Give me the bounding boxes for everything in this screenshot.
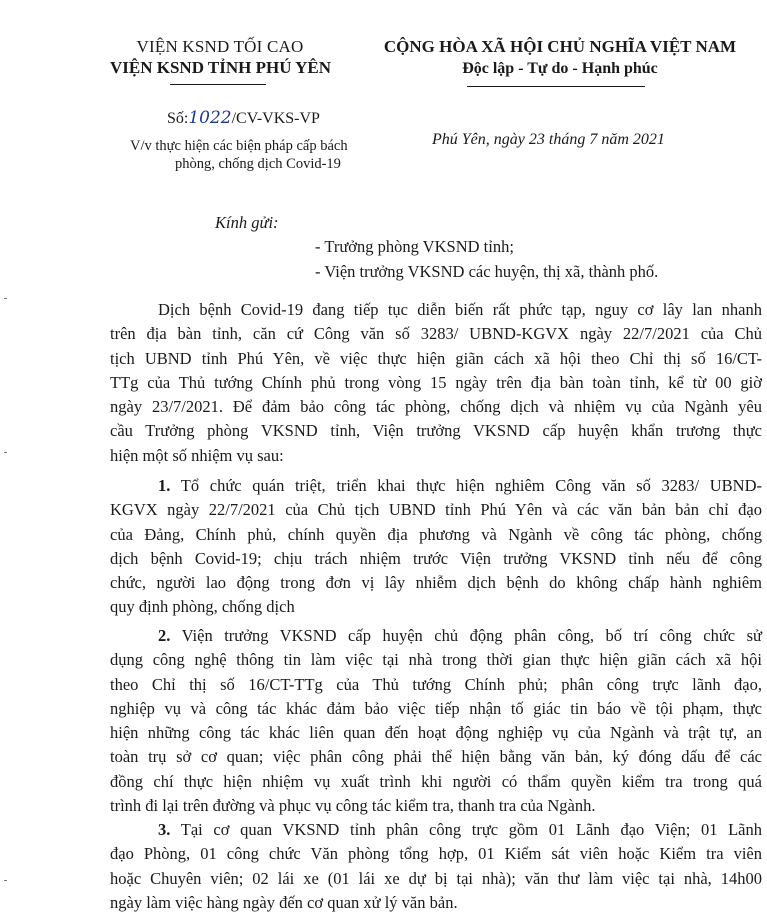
paragraph-line: chức, người lao động trong đơn vị lây nhiễm dịch bệnh do không chấp hành nghiêm	[110, 573, 762, 593]
paragraph-line: toàn trụ sở cơ quan; việc phân công phải thể hiện bằng văn bản, ký đóng dấu để các	[110, 747, 762, 767]
paragraph-line: hiện những công tác khác liên quan đến hoạt động nghiệp vụ của Ngành và trật tự, an	[110, 723, 762, 743]
task-2-paragraph	[110, 624, 762, 818]
subject-line-1: V/v thực hiện các biện pháp cấp bách	[130, 138, 348, 154]
recipient-2: - Viện trưởng VKSND các huyện, thị xã, thành phố.	[315, 262, 659, 281]
task-number: 3.	[158, 820, 171, 839]
greeting: Kính gửi:	[215, 213, 279, 232]
paragraph-line	[110, 474, 762, 498]
paragraph-line-text: Tại cơ quan VKSND tỉnh phân công trực gồm 01 Lãnh đạo Viện; 01 Lãnh	[180, 820, 762, 839]
issuing-authority: VIỆN KSND TỐI CAO	[136, 37, 304, 56]
document-number-handwritten: 1022	[188, 108, 232, 128]
paragraph-line: hiện một số nhiệm vụ sau:	[110, 445, 284, 465]
document-number-suffix: /CV-VKS-VP	[231, 110, 320, 127]
paragraph-line-text: Tổ chức quán triệt, triển khai thực hiện nghiêm Công văn số 3283/ UBND-	[180, 476, 763, 495]
paragraph-line: theo Chỉ thị số 16/CT-TTg của Thủ tướng Chính phủ; phân công trực lãnh đạo,	[110, 674, 762, 694]
paragraph-line: tịch UBND tỉnh Phú Yên, về việc thực hiện giãn cách xã hội theo Chỉ thị số 16/CT-	[110, 348, 762, 368]
task-3-paragraph	[110, 818, 762, 915]
task-number: 1.	[158, 476, 171, 495]
place-date: Phú Yên, ngày 23 tháng 7 năm 2021	[432, 131, 665, 148]
paragraph-line-text: Viện trưởng VKSND cấp huyện chủ động phân công, bố trí công chức sử	[181, 626, 762, 645]
paragraph-line	[110, 624, 762, 648]
recipient-1: - Trưởng phòng VKSND tỉnh;	[315, 237, 514, 256]
paragraph-line: TTg của Thủ tướng Chính phủ trong vòng 15 ngày trên địa bàn toàn tỉnh, kể từ 00 giờ	[110, 372, 762, 392]
paragraph-line: nghiệp vụ và công tác khác đảm bảo việc tiếp nhận tố giác tin báo về tội phạm, thực	[110, 698, 762, 718]
paragraph-line: Dịch bệnh Covid-19 đang tiếp tục diễn biến rất phức tạp, nguy cơ lây lan nhanh	[158, 300, 762, 319]
paragraph-line	[110, 818, 762, 842]
task-number: 2.	[158, 626, 171, 645]
document-number	[167, 108, 320, 128]
scan-margin-mark	[4, 298, 7, 299]
issuing-office: VIỆN KSND TỈNH PHÚ YÊN	[110, 58, 332, 77]
paragraph-line: ngày làm việc hàng ngày đến cơ quan xử lý văn bản.	[110, 892, 458, 912]
document-number-prefix: Số:	[167, 110, 189, 127]
national-motto: Độc lập - Tự do - Hạnh phúc	[462, 60, 658, 77]
paragraph-line: hoặc Chuyên viên; 02 lái xe (01 lái xe dự bị tại nhà); văn thư làm việc tại nhà, 14h00	[110, 868, 762, 888]
scan-margin-mark	[4, 880, 7, 881]
intro-paragraph	[110, 298, 762, 468]
paragraph-line: của Đảng, Chính phủ, chính quyền địa phương và Ngành về công tác phòng, chống	[110, 524, 762, 544]
paragraph-line: dụng công nghệ thông tin làm việc tại nhà trong thời gian thực hiện giãn cách xã hội	[110, 650, 762, 670]
subject-line-2: phòng, chống dịch Covid-19	[175, 156, 341, 172]
paragraph-line: trình đi lại trên đường và phục vụ công tác kiểm tra, thanh tra của Ngành.	[110, 796, 596, 816]
header-rule-right	[467, 86, 645, 87]
paragraph-line: trên địa bàn tỉnh, căn cứ Công văn số 3283/ UBND-KGVX ngày 22/7/2021 của Chủ	[110, 324, 762, 344]
paragraph-line: quy định phòng, chống dịch	[110, 597, 295, 617]
header-rule-left	[170, 84, 266, 85]
task-1-paragraph	[110, 474, 762, 620]
national-title: CỘNG HÒA XÃ HỘI CHỦ NGHĨA VIỆT NAM	[383, 37, 737, 56]
paragraph-line: KGVX ngày 22/7/2021 của Chủ tịch UBND tỉnh Phú Yên và các văn bản bản chỉ đạo	[110, 500, 762, 520]
paragraph-line: đồng chí thực hiện nhiệm vụ xuất trình khi người có thẩm quyền kiểm tra trong quá	[110, 771, 762, 791]
paragraph-line: cầu Trưởng phòng VKSND tỉnh, Viện trưởng VKSND cấp huyện khẩn trương thực	[110, 421, 762, 441]
scan-margin-mark	[4, 452, 7, 453]
paragraph-line: ngày 23/7/2021. Để đảm bảo công tác phòng, chống dịch và nhiệm vụ của Ngành yêu	[110, 397, 762, 417]
paragraph-line: đạo Phòng, 01 công chức Văn phòng tổng hợp, 01 Kiểm sát viên hoặc Kiểm tra viên	[110, 844, 762, 864]
paragraph-line: dịch bệnh Covid-19; chịu trách nhiệm trước Viện trưởng VKSND tỉnh nếu để công	[110, 548, 762, 568]
